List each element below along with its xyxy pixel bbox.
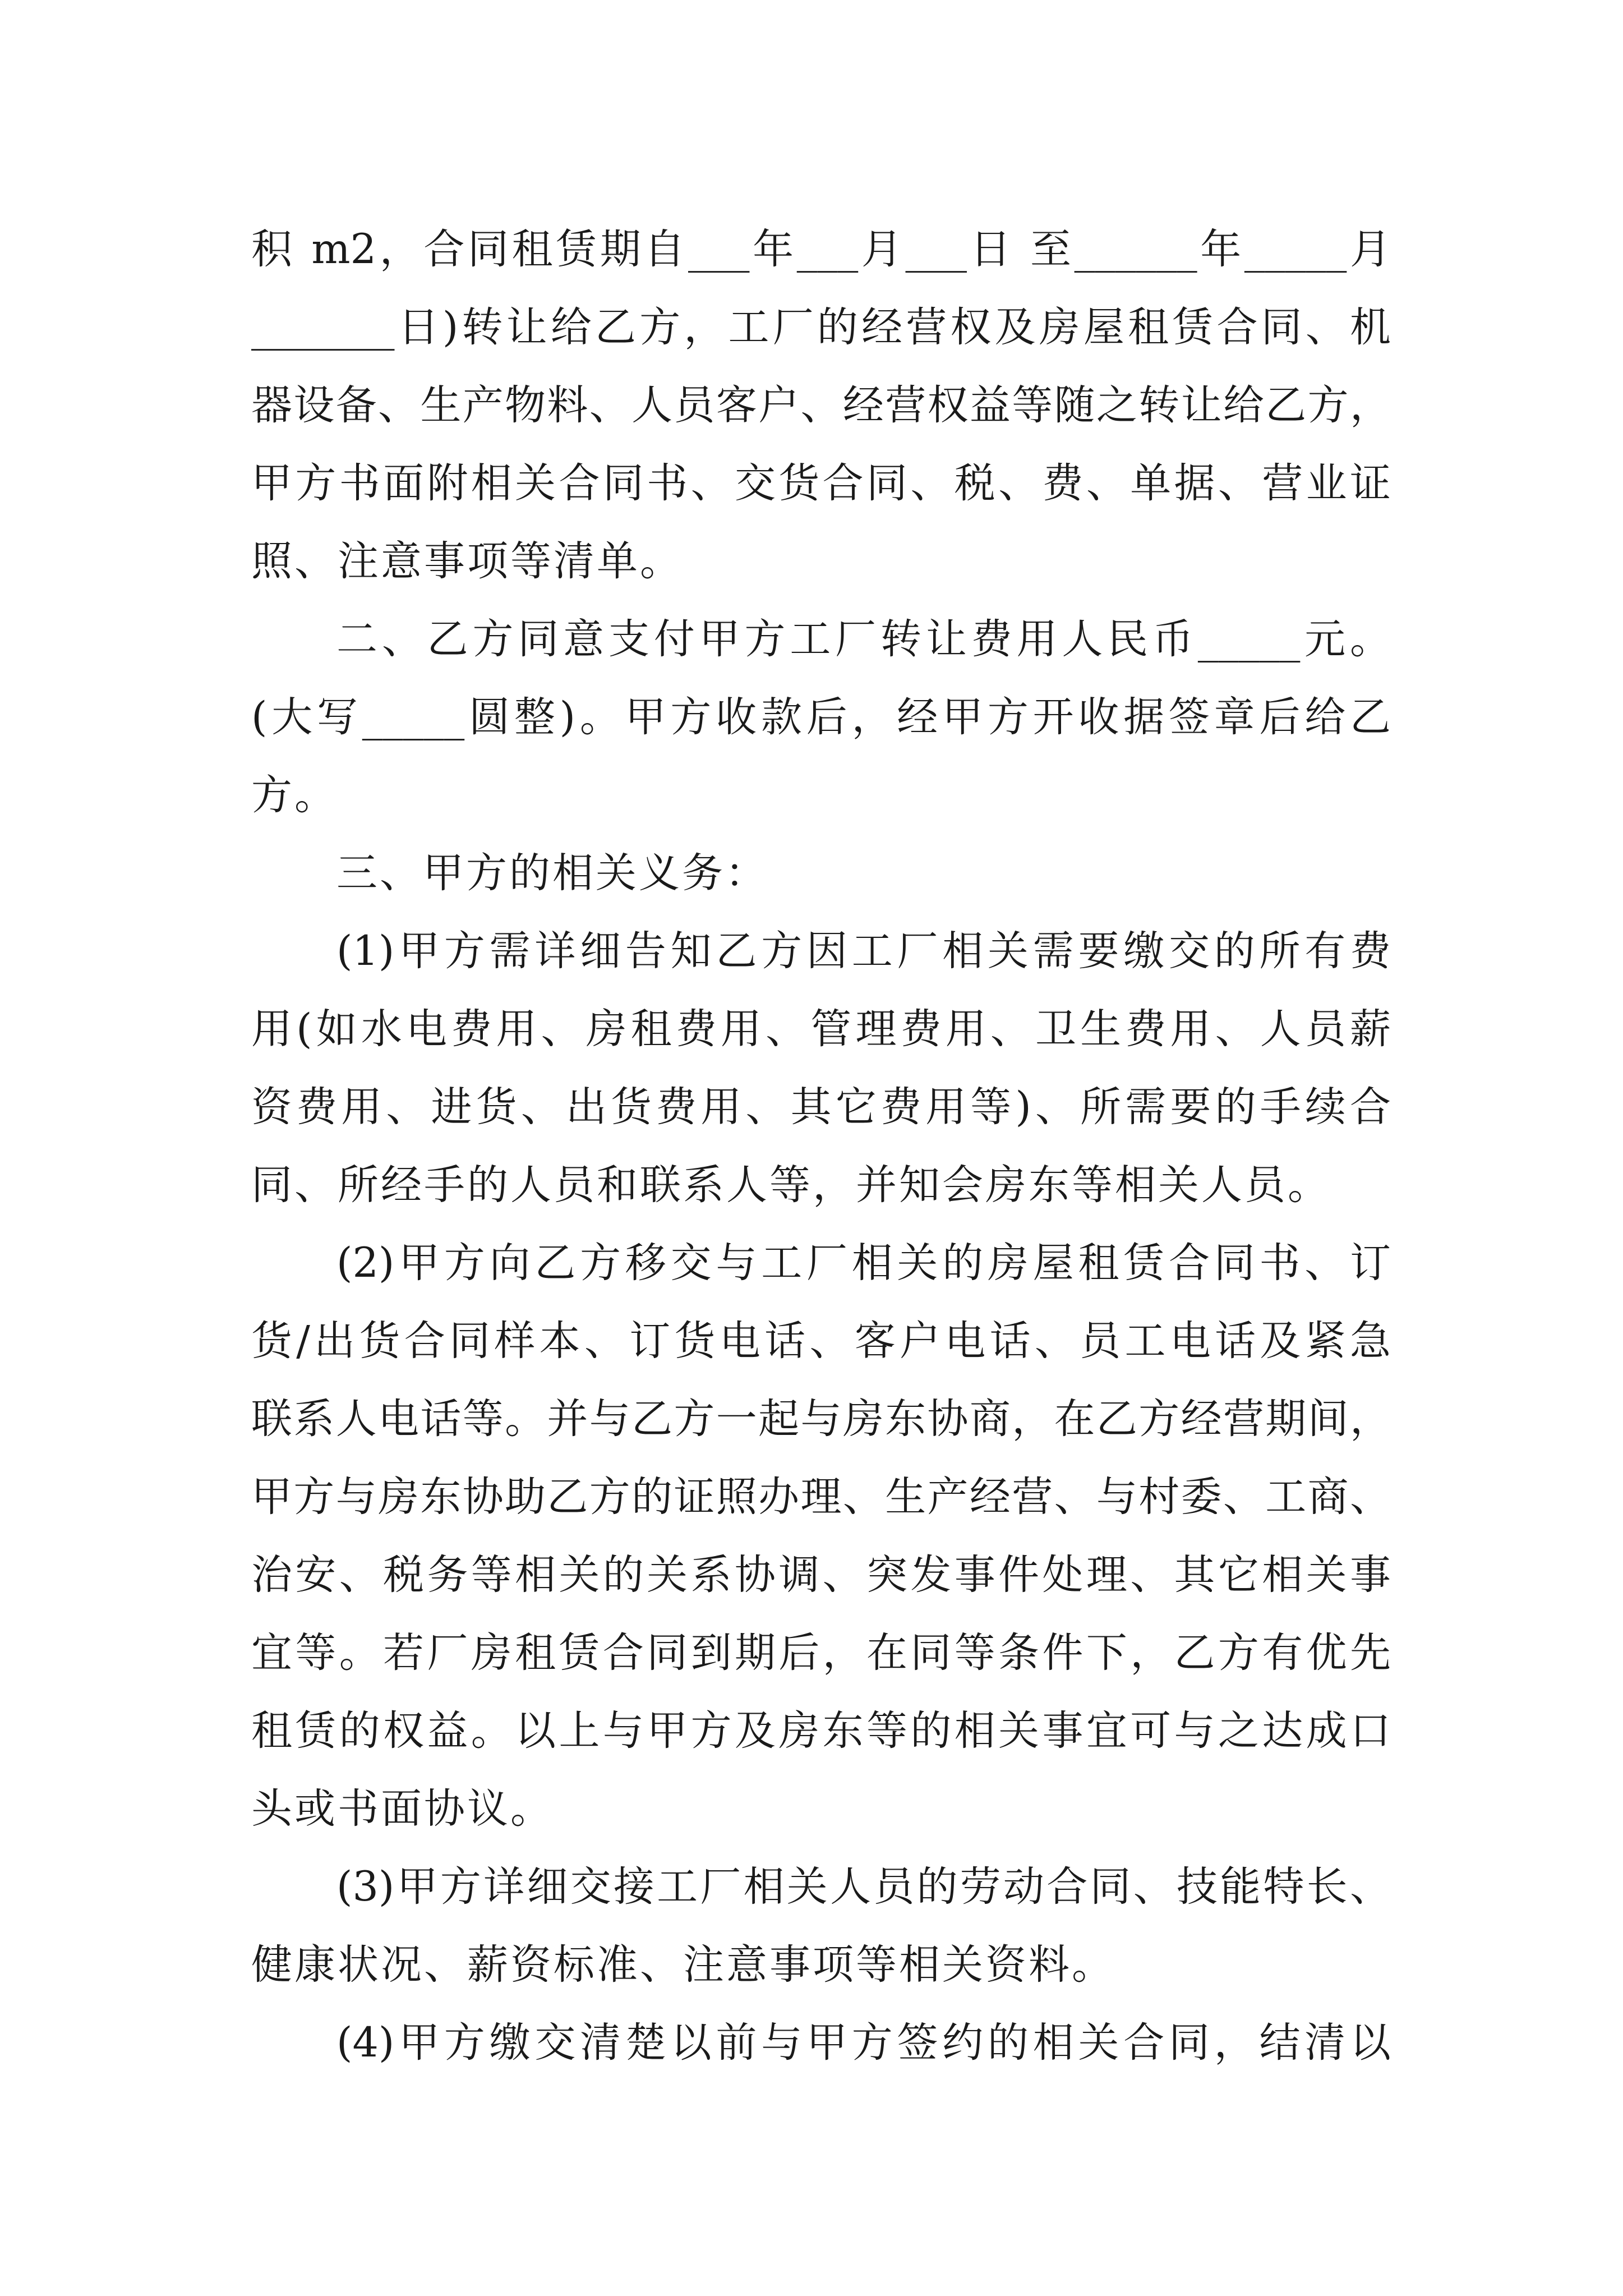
text-line: (2)甲方向乙方移交与工厂相关的房屋租赁合同书、订	[336, 1239, 1391, 1287]
text-line: 三、甲方的相关义务：	[336, 849, 768, 897]
text-line: (1)甲方需详细告知乙方因工厂相关需要缴交的所有费	[336, 927, 1391, 975]
text-line: 头或书面协议。	[251, 1785, 554, 1833]
text-line: 同、所经手的人员和联系人等，并知会房东等相关人员。	[251, 1161, 1331, 1209]
text-line: 照、注意事项等清单。	[251, 537, 683, 585]
text-line: 联系人电话等。并与乙方一起与房东协商，在乙方经营期间，	[251, 1395, 1391, 1443]
text-line: 健康状况、薪资标准、注意事项等相关资料。	[251, 1941, 1115, 1989]
document-body	[251, 210, 1391, 2082]
text-line: 积 m2，合同租赁期自___年___月___日 至______年_____月	[251, 226, 1391, 273]
text-line: (4)甲方缴交清楚以前与甲方签约的相关合同，结清以	[336, 2019, 1391, 2067]
text-line: 甲方与房东协助乙方的证照办理、生产经营、与村委、工商、	[251, 1473, 1391, 1521]
text-line: 用(如水电费用、房租费用、管理费用、卫生费用、人员薪	[251, 1005, 1391, 1053]
text-line: 货/出货合同样本、订货电话、客户电话、员工电话及紧急	[251, 1317, 1391, 1365]
text-line: 方。	[251, 771, 338, 819]
text-line: 器设备、生产物料、人员客户、经营权益等随之转让给乙方，	[251, 381, 1391, 429]
text-line: 宜等。若厂房租赁合同到期后，在同等条件下，乙方有优先	[251, 1629, 1391, 1677]
text-line: 甲方书面附相关合同书、交货合同、税、费、单据、营业证	[251, 459, 1391, 507]
text-line: 治安、税务等相关的关系协调、突发事件处理、其它相关事	[251, 1551, 1391, 1599]
text-line: (大写_____圆整)。甲方收款后，经甲方开收据签章后给乙	[251, 693, 1391, 741]
text-line: 二、乙方同意支付甲方工厂转让费用人民币_____元。	[336, 615, 1391, 663]
text-line: (3)甲方详细交接工厂相关人员的劳动合同、技能特长、	[336, 1863, 1391, 1911]
text-line: _______日)转让给乙方，工厂的经营权及房屋租赁合同、机	[251, 303, 1391, 351]
text-line: 租赁的权益。以上与甲方及房东等的相关事宜可与之达成口	[251, 1707, 1391, 1755]
text-line: 资费用、进货、出货费用、其它费用等)、所需要的手续合	[251, 1083, 1391, 1131]
